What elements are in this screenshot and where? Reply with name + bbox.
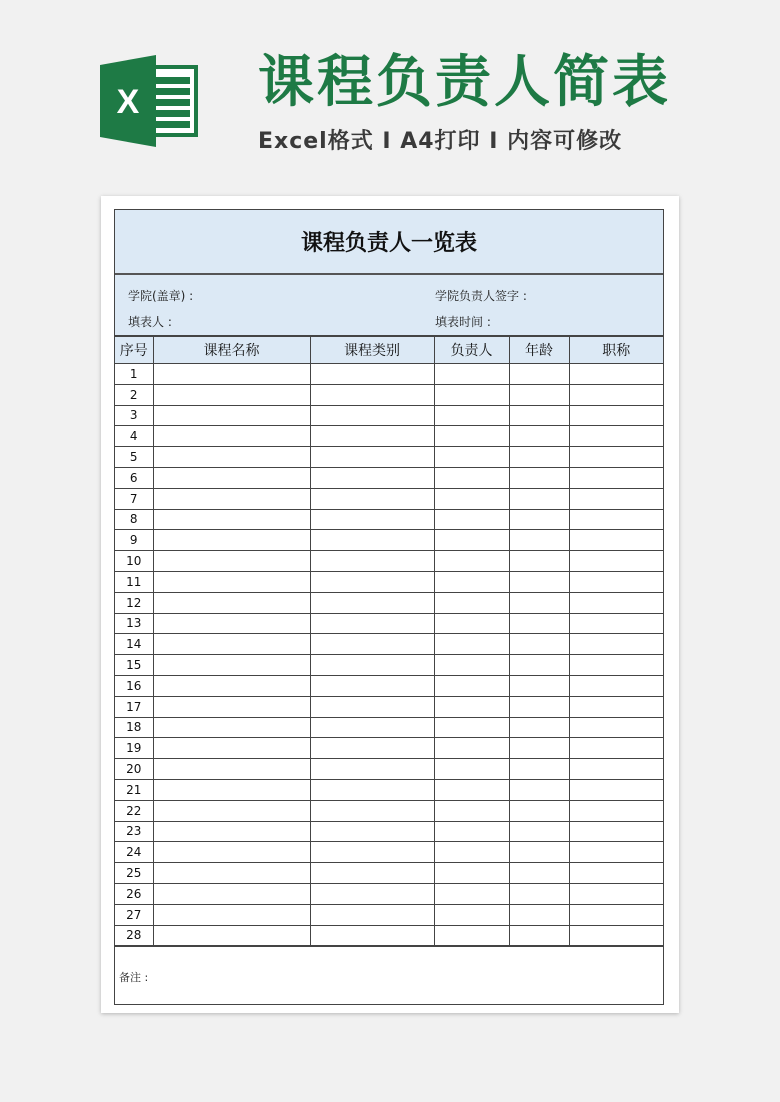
table-cell[interactable] <box>569 509 663 530</box>
table-cell[interactable] <box>509 904 569 925</box>
table-cell[interactable] <box>509 426 569 447</box>
info-section <box>115 275 663 336</box>
table-cell[interactable] <box>434 696 509 717</box>
row-number: 26 <box>115 883 153 904</box>
table-cell[interactable] <box>153 925 310 946</box>
table-row <box>115 551 663 572</box>
table-cell[interactable] <box>153 800 310 821</box>
course-table <box>115 336 663 946</box>
table-cell[interactable] <box>569 717 663 738</box>
table-cell[interactable] <box>434 405 509 426</box>
table-cell[interactable] <box>509 613 569 634</box>
table-cell[interactable] <box>509 551 569 572</box>
row-number: 20 <box>115 759 153 780</box>
table-cell[interactable] <box>509 655 569 676</box>
table-cell[interactable] <box>434 613 509 634</box>
table-cell[interactable] <box>434 384 509 405</box>
row-number: 19 <box>115 738 153 759</box>
table-cell[interactable] <box>153 426 310 447</box>
row-number: 27 <box>115 904 153 925</box>
table-cell[interactable] <box>569 821 663 842</box>
row-number: 25 <box>115 863 153 884</box>
table-cell[interactable] <box>434 904 509 925</box>
table-cell[interactable] <box>153 509 310 530</box>
table-cell[interactable] <box>153 738 310 759</box>
table-row <box>115 426 663 447</box>
table-row <box>115 509 663 530</box>
table-cell[interactable] <box>509 488 569 509</box>
table-cell[interactable] <box>434 551 509 572</box>
table-cell[interactable] <box>569 675 663 696</box>
table-cell[interactable] <box>569 551 663 572</box>
table-cell[interactable] <box>434 634 509 655</box>
table-cell[interactable] <box>153 384 310 405</box>
table-row <box>115 364 663 385</box>
table-cell[interactable] <box>509 675 569 696</box>
table-row <box>115 447 663 468</box>
row-number: 10 <box>115 551 153 572</box>
table-cell[interactable] <box>153 883 310 904</box>
table-row <box>115 779 663 800</box>
table-cell[interactable] <box>153 655 310 676</box>
row-number: 16 <box>115 675 153 696</box>
table-cell[interactable] <box>509 364 569 385</box>
column-header: 课程名称 <box>153 337 310 364</box>
table-cell[interactable] <box>310 925 434 946</box>
table-cell[interactable] <box>569 779 663 800</box>
fill-date-label: 填表时间 : <box>435 315 491 329</box>
table-cell[interactable] <box>310 551 434 572</box>
table-cell[interactable] <box>509 384 569 405</box>
table-cell[interactable] <box>569 447 663 468</box>
column-header: 负责人 <box>434 337 509 364</box>
table-cell[interactable] <box>569 426 663 447</box>
table-cell[interactable] <box>569 384 663 405</box>
row-number: 6 <box>115 467 153 488</box>
table-row <box>115 655 663 676</box>
table-cell[interactable] <box>310 779 434 800</box>
table-cell[interactable] <box>310 821 434 842</box>
table-cell[interactable] <box>569 364 663 385</box>
table-cell[interactable] <box>509 717 569 738</box>
college-head-sign-label: 学院负责人签字 : <box>435 289 527 303</box>
table-cell[interactable] <box>434 883 509 904</box>
table-cell[interactable] <box>153 530 310 551</box>
row-number: 13 <box>115 613 153 634</box>
table-cell[interactable] <box>509 925 569 946</box>
table-cell[interactable] <box>509 571 569 592</box>
table-row <box>115 634 663 655</box>
table-cell[interactable] <box>434 509 509 530</box>
table-row <box>115 488 663 509</box>
table-cell[interactable] <box>569 904 663 925</box>
table-cell[interactable] <box>310 738 434 759</box>
table-cell[interactable] <box>434 779 509 800</box>
table-cell[interactable] <box>310 364 434 385</box>
table-row <box>115 384 663 405</box>
table-row <box>115 759 663 780</box>
table-cell[interactable] <box>153 447 310 468</box>
table-row <box>115 842 663 863</box>
table-cell[interactable] <box>434 738 509 759</box>
row-number: 21 <box>115 779 153 800</box>
table-cell[interactable] <box>509 883 569 904</box>
table-cell[interactable] <box>569 800 663 821</box>
table-cell[interactable] <box>310 717 434 738</box>
table-row <box>115 571 663 592</box>
table-cell[interactable] <box>569 592 663 613</box>
table-cell[interactable] <box>310 883 434 904</box>
table-cell[interactable] <box>509 759 569 780</box>
table-cell[interactable] <box>153 842 310 863</box>
table-cell[interactable] <box>569 530 663 551</box>
table-cell[interactable] <box>509 842 569 863</box>
table-cell[interactable] <box>434 571 509 592</box>
table-row <box>115 592 663 613</box>
table-cell[interactable] <box>310 571 434 592</box>
column-header: 职称 <box>569 337 663 364</box>
table-cell[interactable] <box>153 551 310 572</box>
table-row <box>115 613 663 634</box>
table-cell[interactable] <box>569 738 663 759</box>
table-cell[interactable] <box>434 364 509 385</box>
table-cell[interactable] <box>434 426 509 447</box>
table-cell[interactable] <box>434 717 509 738</box>
row-number: 22 <box>115 800 153 821</box>
table-cell[interactable] <box>569 488 663 509</box>
row-number: 28 <box>115 925 153 946</box>
college-stamp-label: 学院(盖章) : <box>128 289 194 303</box>
row-number: 1 <box>115 364 153 385</box>
table-cell[interactable] <box>434 447 509 468</box>
remark-section <box>115 946 663 1004</box>
table-cell[interactable] <box>434 488 509 509</box>
table-cell[interactable] <box>434 592 509 613</box>
table-cell[interactable] <box>310 467 434 488</box>
table-row <box>115 717 663 738</box>
table-cell[interactable] <box>310 655 434 676</box>
table-cell[interactable] <box>310 800 434 821</box>
column-header: 课程类别 <box>310 337 434 364</box>
row-number: 4 <box>115 426 153 447</box>
row-number: 12 <box>115 592 153 613</box>
table-cell[interactable] <box>310 675 434 696</box>
table-cell[interactable] <box>569 863 663 884</box>
logo-letter: X <box>116 83 140 121</box>
table-row <box>115 738 663 759</box>
table-cell[interactable] <box>569 842 663 863</box>
table-row <box>115 405 663 426</box>
table-cell[interactable] <box>434 530 509 551</box>
table-cell[interactable] <box>434 863 509 884</box>
table-cell[interactable] <box>310 447 434 468</box>
table-cell[interactable] <box>310 863 434 884</box>
banner-subtitle: Excel格式 I A4打印 I 内容可修改 <box>258 129 623 154</box>
row-number: 17 <box>115 696 153 717</box>
table-cell[interactable] <box>153 488 310 509</box>
table-cell[interactable] <box>310 530 434 551</box>
row-number: 2 <box>115 384 153 405</box>
table-cell[interactable] <box>310 384 434 405</box>
table-row <box>115 821 663 842</box>
table-cell[interactable] <box>153 675 310 696</box>
row-number: 5 <box>115 447 153 468</box>
table-cell[interactable] <box>434 925 509 946</box>
table-cell[interactable] <box>434 655 509 676</box>
table-cell[interactable] <box>310 488 434 509</box>
table-cell[interactable] <box>509 738 569 759</box>
table-cell[interactable] <box>569 655 663 676</box>
table-row <box>115 696 663 717</box>
row-number: 23 <box>115 821 153 842</box>
table-cell[interactable] <box>153 863 310 884</box>
table-row <box>115 863 663 884</box>
spreadsheet <box>114 209 664 1005</box>
excel-logo-icon <box>100 55 198 147</box>
table-cell[interactable] <box>310 759 434 780</box>
table-cell[interactable] <box>509 863 569 884</box>
table-cell[interactable] <box>509 447 569 468</box>
remark-label: 备注 : <box>119 971 149 985</box>
row-number: 8 <box>115 509 153 530</box>
table-cell[interactable] <box>310 509 434 530</box>
table-cell[interactable] <box>434 467 509 488</box>
table-cell[interactable] <box>310 696 434 717</box>
table-cell[interactable] <box>434 821 509 842</box>
table-cell[interactable] <box>509 405 569 426</box>
row-number: 7 <box>115 488 153 509</box>
table-cell[interactable] <box>569 634 663 655</box>
table-cell[interactable] <box>509 696 569 717</box>
row-number: 14 <box>115 634 153 655</box>
table-cell[interactable] <box>310 634 434 655</box>
table-row <box>115 925 663 946</box>
table-cell[interactable] <box>153 717 310 738</box>
table-row <box>115 467 663 488</box>
filled-by-label: 填表人 : <box>128 315 172 329</box>
row-number: 9 <box>115 530 153 551</box>
row-number: 3 <box>115 405 153 426</box>
table-cell[interactable] <box>153 821 310 842</box>
table-cell[interactable] <box>509 821 569 842</box>
table-cell[interactable] <box>569 696 663 717</box>
table-row <box>115 800 663 821</box>
column-header: 年龄 <box>509 337 569 364</box>
table-cell[interactable] <box>509 779 569 800</box>
table-cell[interactable] <box>509 800 569 821</box>
table-row <box>115 530 663 551</box>
row-number: 24 <box>115 842 153 863</box>
table-cell[interactable] <box>153 364 310 385</box>
table-cell[interactable] <box>569 925 663 946</box>
table-cell[interactable] <box>434 842 509 863</box>
table-cell[interactable] <box>509 592 569 613</box>
table-cell[interactable] <box>310 842 434 863</box>
table-cell[interactable] <box>153 696 310 717</box>
table-cell[interactable] <box>310 426 434 447</box>
table-cell[interactable] <box>310 904 434 925</box>
sheet-caption: 课程负责人一览表 <box>115 210 663 275</box>
table-cell[interactable] <box>569 405 663 426</box>
table-cell[interactable] <box>310 405 434 426</box>
table-cell[interactable] <box>153 592 310 613</box>
table-cell[interactable] <box>569 571 663 592</box>
table-cell[interactable] <box>153 613 310 634</box>
table-cell[interactable] <box>153 759 310 780</box>
table-row <box>115 883 663 904</box>
table-row <box>115 904 663 925</box>
table-cell[interactable] <box>434 759 509 780</box>
table-cell[interactable] <box>569 759 663 780</box>
table-cell[interactable] <box>569 613 663 634</box>
table-cell[interactable] <box>310 613 434 634</box>
column-header: 序号 <box>115 337 153 364</box>
table-cell[interactable] <box>153 405 310 426</box>
table-cell[interactable] <box>509 467 569 488</box>
row-number: 11 <box>115 571 153 592</box>
table-cell[interactable] <box>569 883 663 904</box>
table-cell[interactable] <box>153 904 310 925</box>
banner-title: 课程负责人简表 <box>258 50 671 115</box>
row-number: 18 <box>115 717 153 738</box>
table-row <box>115 675 663 696</box>
table-cell[interactable] <box>310 592 434 613</box>
table-cell[interactable] <box>509 634 569 655</box>
table-cell[interactable] <box>509 509 569 530</box>
row-number: 15 <box>115 655 153 676</box>
table-cell[interactable] <box>153 634 310 655</box>
table-cell[interactable] <box>153 779 310 800</box>
table-cell[interactable] <box>509 530 569 551</box>
table-cell[interactable] <box>153 467 310 488</box>
table-cell[interactable] <box>569 467 663 488</box>
table-cell[interactable] <box>153 571 310 592</box>
table-cell[interactable] <box>434 800 509 821</box>
table-cell[interactable] <box>434 675 509 696</box>
